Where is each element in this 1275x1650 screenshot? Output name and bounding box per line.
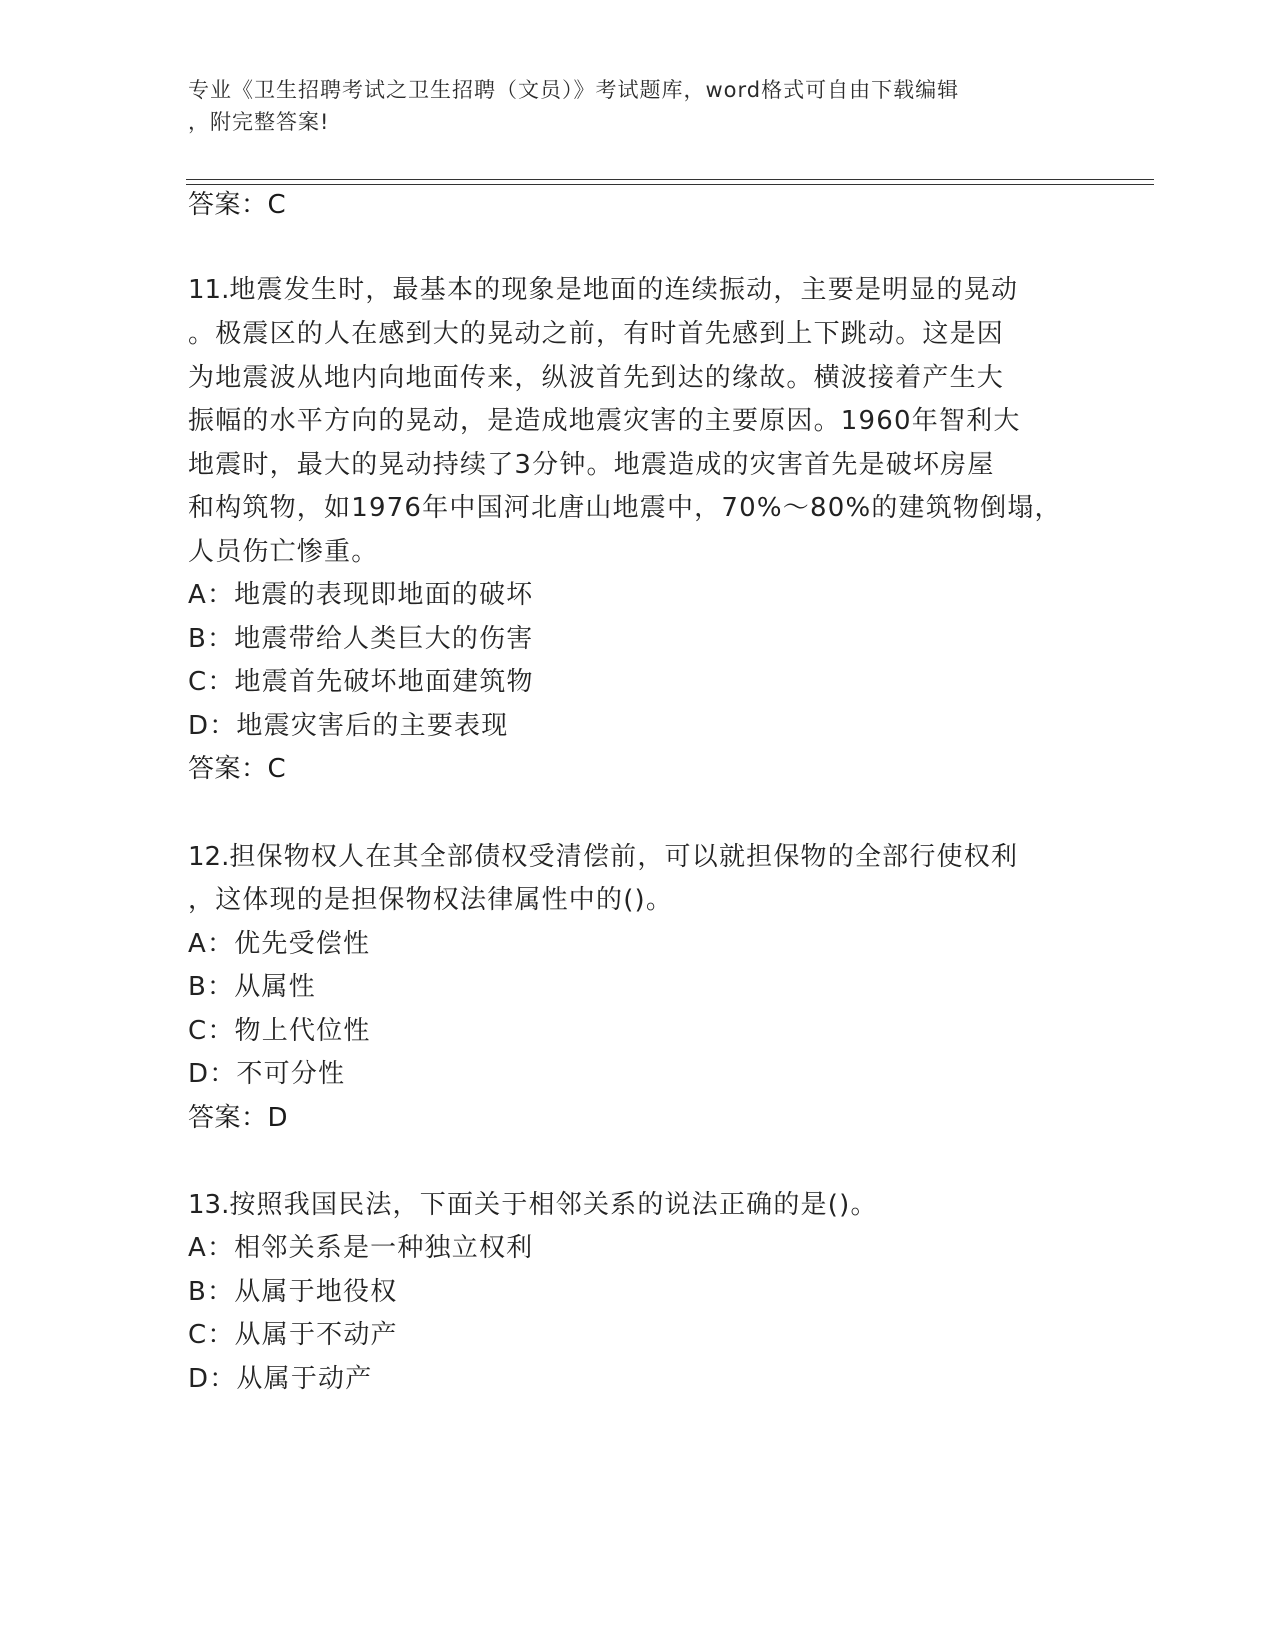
answer: 答案：C — [188, 754, 287, 784]
header-line-2: ，附完整答案! — [188, 110, 330, 134]
question-number: 13. — [188, 1190, 230, 1220]
header-divider-bottom — [186, 184, 1154, 185]
document-header — [188, 74, 1088, 138]
question-stem-line: 地震时，最大的晃动持续了3分钟。地震造成的灾害首先是破坏房屋 — [188, 450, 995, 480]
question-stem-line: 。极震区的人在感到大的晃动之前，有时首先感到上下跳动。这是因 — [188, 319, 1005, 349]
previous-answer: 答案：C — [188, 190, 287, 220]
question-stem-line: ，这体现的是担保物权法律属性中的()。 — [188, 885, 674, 915]
option-d: D：不可分性 — [188, 1059, 346, 1089]
option-d: D：从属于动产 — [188, 1364, 373, 1394]
option-a: A：优先受偿性 — [188, 929, 371, 959]
question-stem-line: 11.地震发生时，最基本的现象是地面的连续振动，主要是明显的晃动 — [188, 275, 1019, 305]
option-a: A：相邻关系是一种独立权利 — [188, 1233, 534, 1263]
question-number: 12. — [188, 842, 230, 872]
question-stem-line: 人员伤亡惨重。 — [188, 537, 379, 567]
option-c: C：地震首先破坏地面建筑物 — [188, 667, 534, 697]
question-stem-line: 和构筑物，如1976年中国河北唐山地震中，70%～80%的建筑物倒塌， — [188, 493, 1062, 523]
option-b: B：从属于地役权 — [188, 1277, 398, 1307]
question-number: 11. — [188, 275, 230, 305]
option-b: B：从属性 — [188, 972, 316, 1002]
question-stem-line: 为地震波从地内向地面传来，纵波首先到达的缘故。横波接着产生大 — [188, 363, 1005, 393]
answer: 答案：D — [188, 1103, 289, 1133]
question-stem-line: 振幅的水平方向的晃动，是造成地震灾害的主要原因。1960年智利大 — [188, 406, 1021, 436]
option-a: A：地震的表现即地面的破坏 — [188, 580, 534, 610]
option-d: D：地震灾害后的主要表现 — [188, 711, 509, 741]
option-c: C：物上代位性 — [188, 1016, 371, 1046]
question-stem-line: 12.担保物权人在其全部债权受清偿前，可以就担保物的全部行使权利 — [188, 842, 1019, 872]
question-stem-line: 13.按照我国民法，下面关于相邻关系的说法正确的是()。 — [188, 1190, 878, 1220]
header-line-1: 专业《卫生招聘考试之卫生招聘（文员）》考试题库，word格式可自由下载编辑 — [188, 78, 960, 102]
header-divider-top — [186, 179, 1154, 180]
option-c: C：从属于不动产 — [188, 1320, 398, 1350]
option-b: B：地震带给人类巨大的伤害 — [188, 624, 534, 654]
